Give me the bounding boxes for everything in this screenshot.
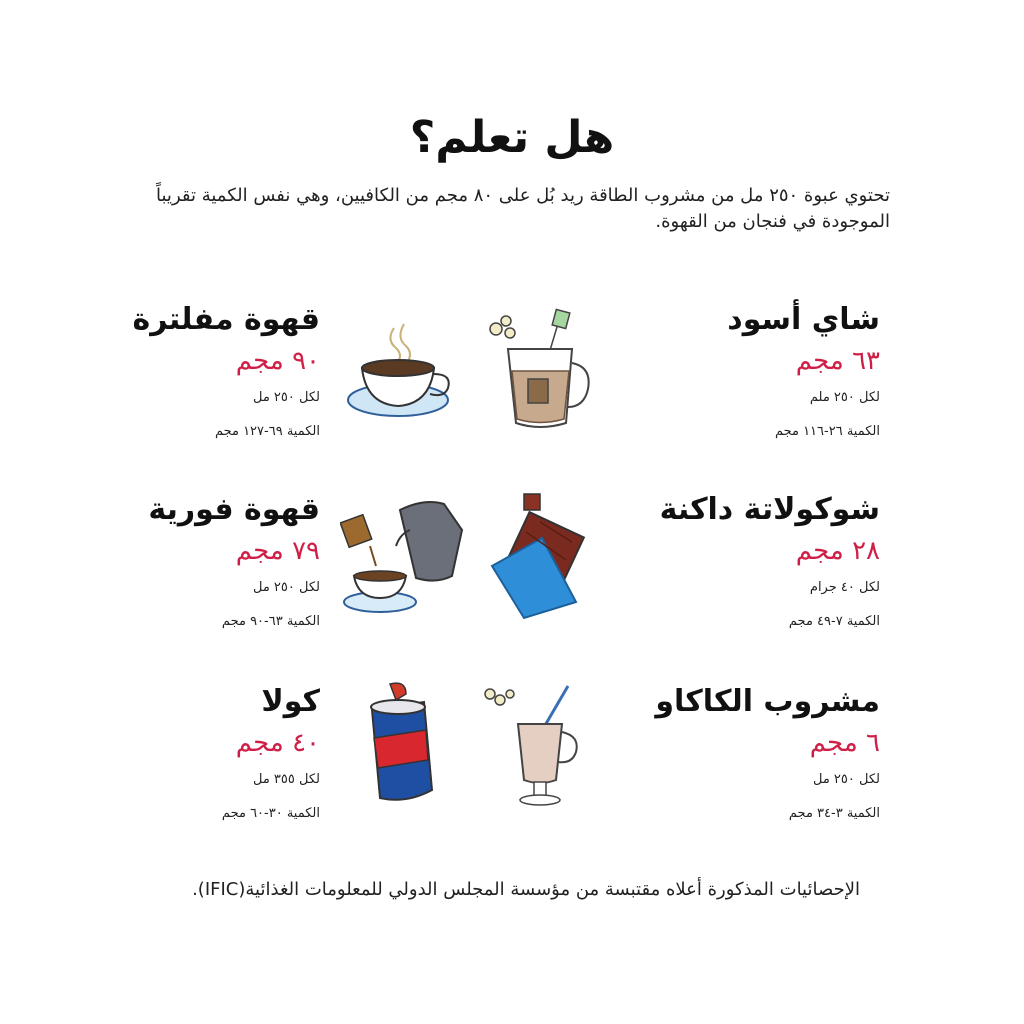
item-per: لكل ٤٠ جرام bbox=[809, 580, 880, 595]
item-range: الكمية ٣٠-٦٠ مجم bbox=[221, 806, 320, 821]
cocoa-mug-icon bbox=[480, 684, 600, 814]
item-dark-chocolate bbox=[480, 492, 880, 642]
item-range: الكمية ٣-٣٤ مجم bbox=[788, 806, 880, 821]
page-title: هل تعلم؟ bbox=[409, 112, 615, 163]
footer-note: الإحصائيات المذكورة أعلاه مقتبسة من مؤسسة المجلس الدولي للمعلومات الغذائية(IFIC). bbox=[192, 879, 860, 900]
item-cola bbox=[0, 684, 320, 834]
tea-glass-icon bbox=[480, 307, 600, 437]
item-cocoa-drink bbox=[480, 684, 880, 834]
item-filtered-coffee bbox=[0, 302, 320, 452]
item-amount: ٦٣ مجم bbox=[795, 346, 880, 376]
item-per: لكل ٣٥٥ مل bbox=[252, 772, 320, 787]
item-amount: ٢٨ مجم bbox=[795, 536, 880, 566]
item-per: لكل ٢٥٠ مل bbox=[252, 580, 320, 595]
item-cola-picture bbox=[350, 680, 450, 830]
item-name: شوكولاتة داكنة bbox=[659, 492, 880, 527]
item-amount: ٩٠ مجم bbox=[235, 346, 320, 376]
item-instant-coffee-picture bbox=[340, 490, 470, 640]
item-black-tea bbox=[480, 302, 880, 452]
item-name: كولا bbox=[261, 684, 320, 719]
soda-can-icon bbox=[350, 680, 450, 810]
chocolate-bar-icon bbox=[480, 492, 600, 622]
item-range: الكمية ٢٦-١١٦ مجم bbox=[774, 424, 880, 439]
item-range: الكمية ٦٣-٩٠ مجم bbox=[221, 614, 320, 629]
item-amount: ٤٠ مجم bbox=[235, 728, 320, 758]
item-amount: ٦ مجم bbox=[809, 728, 880, 758]
item-per: لكل ٢٥٠ مل bbox=[252, 390, 320, 405]
coffee-cup-icon bbox=[340, 312, 460, 442]
kettle-cup-icon bbox=[340, 490, 470, 620]
item-range: الكمية ٧-٤٩ مجم bbox=[788, 614, 880, 629]
item-filtered-coffee-picture bbox=[340, 302, 460, 452]
item-name: مشروب الكاكاو bbox=[655, 684, 880, 719]
item-instant-coffee bbox=[0, 492, 320, 642]
item-name: شاي أسود bbox=[727, 302, 880, 337]
item-amount: ٧٩ مجم bbox=[235, 536, 320, 566]
item-name: قهوة مفلترة bbox=[132, 302, 320, 337]
item-name: قهوة فورية bbox=[148, 492, 320, 527]
item-per: لكل ٢٥٠ مل bbox=[812, 772, 880, 787]
item-range: الكمية ٦٩-١٢٧ مجم bbox=[214, 424, 320, 439]
intro-text: تحتوي عبوة ٢٥٠ مل من مشروب الطاقة ريد بُل على ٨٠ مجم من الكافيين، وهي نفس الكمية تقريباً الموجودة في فنجان من القهوة. bbox=[156, 185, 890, 232]
item-per: لكل ٢٥٠ ملم bbox=[809, 390, 880, 405]
